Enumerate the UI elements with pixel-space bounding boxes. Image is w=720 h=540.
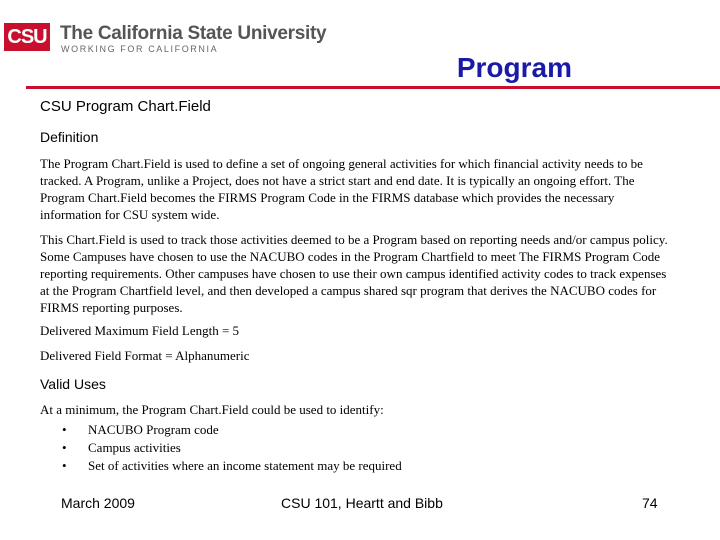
definition-label: Definition [40,129,99,145]
valid-uses-list [62,421,402,475]
section-heading: CSU Program Chart.Field [40,98,211,115]
bullet-icon: • [62,422,67,437]
field-format-text: Delivered Field Format = Alphanumeric [40,348,250,363]
bullet-icon: • [62,458,67,473]
university-tagline: WORKING FOR CALIFORNIA [61,44,219,54]
title-divider [26,86,720,89]
definition-paragraph-2: This Chart.Field is used to track those activities deemed to be a Program based on reporting needs and/or campus policy. Some Campuses have chosen to use the NACUBO codes in the Program Chartfield to meet The FIRMS Program Code reporting requirements. Other campuses have chosen to use their own campus identified activity codes to track expenses at the Program Chartfield level, and then developed a campus shared sqr program that derives the NACUBO codes for FIRMS reporting purposes. [40,232,668,315]
valid-uses-intro: At a minimum, the Program Chart.Field could be used to identify: [40,402,384,417]
header-band [0,0,720,58]
slide-title: Program [456,52,572,83]
footer-course: CSU 101, Heartt and Bibb [281,495,443,511]
list-item [62,439,402,457]
university-name: The California State University [60,23,327,44]
bullet-icon: • [62,440,67,455]
list-item-text: Campus activities [88,440,181,455]
list-item [62,457,402,475]
valid-uses-label: Valid Uses [40,376,106,392]
footer-page-number: 74 [642,495,658,511]
footer-date: March 2009 [61,495,135,511]
list-item-text: NACUBO Program code [88,422,219,437]
max-length-text: Delivered Maximum Field Length = 5 [40,323,240,338]
list-item-text: Set of activities where an income statement may be required [88,458,402,473]
csu-logo: CSU [4,23,50,51]
list-item [62,421,402,439]
definition-paragraph-1: The Program Chart.Field is used to define a set of ongoing general activities for which financial activity needs to be tracked. A Program, unlike a Project, does not have a strict start and end date. It is typically an ongoing effort. The Program Chart.Field becomes the FIRMS Program Code in the FIRMS database which provides the necessary information for CSU system wide. [40,156,643,222]
